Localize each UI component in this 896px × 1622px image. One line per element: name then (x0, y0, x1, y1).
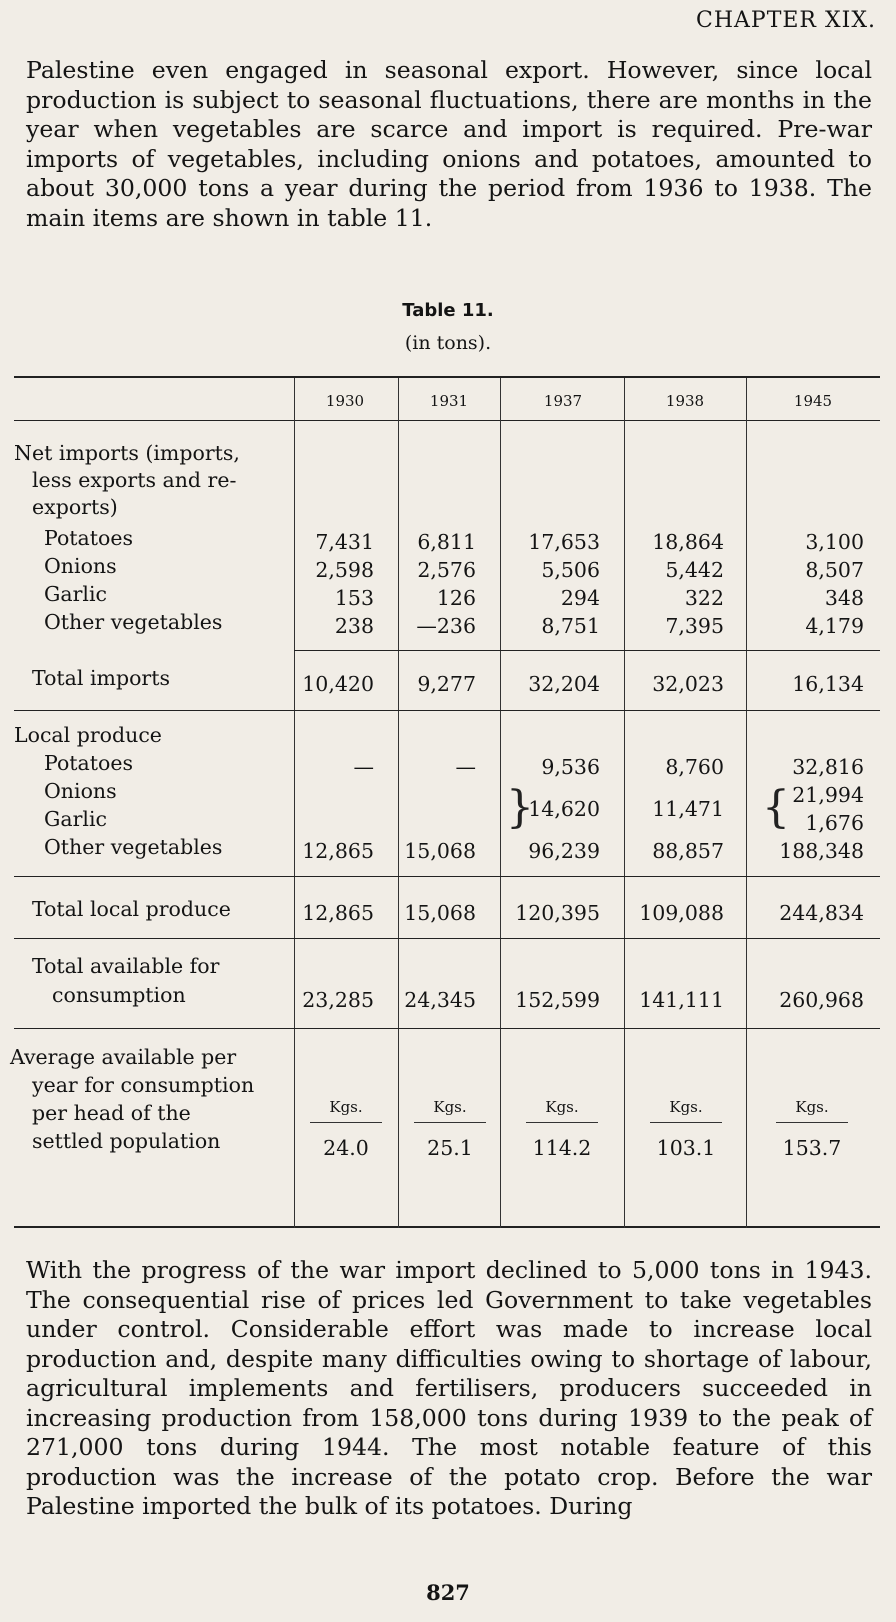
cell: 23,285 (302, 988, 374, 1012)
cell: 18,864 (652, 530, 724, 554)
cell: 32,023 (652, 672, 724, 696)
column-header-1931: 1931 (429, 392, 469, 410)
cell: 11,471 (652, 797, 724, 821)
cell: —236 (416, 614, 476, 638)
cell: 15,068 (404, 901, 476, 925)
column-divider-5 (746, 378, 747, 1228)
table-bottom-rule (14, 1226, 880, 1228)
cell: 15,068 (404, 839, 476, 863)
net-imports-label-2: less exports and re- (32, 468, 237, 492)
cell: 126 (436, 586, 476, 610)
cell: 153.7 (782, 1136, 842, 1160)
unit-label: Kgs. (545, 1098, 579, 1116)
unit-label: Kgs. (329, 1098, 363, 1116)
row-label-local-other: Other vegetables (44, 835, 223, 859)
row-label-local-garlic: Garlic (44, 807, 107, 831)
cell: 114.2 (532, 1136, 592, 1160)
cell: 260,968 (779, 988, 864, 1012)
cell: 2,576 (417, 558, 476, 582)
unit-label: Kgs. (795, 1098, 829, 1116)
cell: 32,204 (528, 672, 600, 696)
cell: 348 (824, 586, 864, 610)
unit-underline (526, 1122, 598, 1123)
cell: 152,599 (515, 988, 600, 1012)
cell: 24,345 (404, 988, 476, 1012)
cell: 8,751 (541, 614, 600, 638)
unit-label: Kgs. (669, 1098, 703, 1116)
subtotal-rule (294, 650, 880, 651)
unit-underline (310, 1122, 382, 1123)
page-number: 827 (426, 1580, 470, 1605)
cell: 8,507 (805, 558, 864, 582)
cell: 244,834 (779, 901, 864, 925)
cell: 7,431 (315, 530, 374, 554)
cell: 141,111 (639, 988, 724, 1012)
row-label-local-potatoes: Potatoes (44, 751, 133, 775)
table-title: Table 11. (402, 300, 494, 321)
cell: 14,620 (528, 797, 600, 821)
cell: 4,179 (805, 614, 864, 638)
row-label-import-potatoes: Potatoes (44, 526, 133, 550)
local-produce-label: Local produce (14, 723, 162, 747)
cell: 5,506 (541, 558, 600, 582)
cell: 24.0 (323, 1136, 369, 1160)
cell: 1,676 (805, 811, 864, 835)
column-header-1930: 1930 (325, 392, 365, 410)
column-divider-4 (624, 378, 625, 1228)
row-label-total-imports: Total imports (32, 666, 170, 690)
cell: 188,348 (779, 839, 864, 863)
brace-left: } (506, 782, 534, 833)
cell: 9,277 (417, 672, 476, 696)
unit-underline (650, 1122, 722, 1123)
cell: 6,811 (417, 530, 476, 554)
row-label-average-1: Average available per (10, 1045, 237, 1069)
cell: 7,395 (665, 614, 724, 638)
cell: 3,100 (805, 530, 864, 554)
total-local-rule (14, 938, 880, 939)
section-rule (14, 710, 880, 711)
cell: 109,088 (639, 901, 724, 925)
cell: 153 (334, 586, 374, 610)
brace-right: { (762, 782, 790, 833)
row-label-import-onions: Onions (44, 554, 117, 578)
cell: 2,598 (315, 558, 374, 582)
cell: 294 (560, 586, 600, 610)
cell: 10,420 (302, 672, 374, 696)
table-header-rule (14, 420, 880, 421)
cell: 16,134 (792, 672, 864, 696)
column-header-1945: 1945 (793, 392, 833, 410)
row-label-local-onions: Onions (44, 779, 117, 803)
cell: 17,653 (528, 530, 600, 554)
cell: 12,865 (302, 839, 374, 863)
row-label-total-available-1: Total available for (32, 954, 220, 978)
net-imports-label-3: exports) (32, 495, 118, 519)
row-label-average-4: settled population (32, 1129, 221, 1153)
column-header-1938: 1938 (665, 392, 705, 410)
chapter-heading: CHAPTER XIX. (695, 8, 876, 33)
column-divider-2 (398, 378, 399, 1228)
cell: 322 (684, 586, 724, 610)
column-divider-3 (500, 378, 501, 1228)
cell: 96,239 (528, 839, 600, 863)
cell: 120,395 (515, 901, 600, 925)
row-label-average-2: year for consumption (32, 1073, 255, 1097)
paragraph-intro: Palestine even engaged in seasonal export. However, since local production is subject to seasonal fluctuations, there are months in the year when vegetables are scarce and import is required. Pre-war imports of vegetables, including onions and potatoes, amounted to about 30,000 tons a year during the period from 1936 to 1938. The main items are shown in table 11. (26, 56, 872, 232)
cell: 103.1 (656, 1136, 716, 1160)
cell: 25.1 (427, 1136, 473, 1160)
row-label-import-other: Other vegetables (44, 610, 223, 634)
unit-underline (414, 1122, 486, 1123)
column-divider-1 (294, 378, 295, 1228)
unit-underline (776, 1122, 848, 1123)
cell: — (353, 755, 374, 779)
cell: 9,536 (541, 755, 600, 779)
available-rule (14, 1028, 880, 1029)
paragraph-war: With the progress of the war import declined to 5,000 tons in 1943. The consequential rise of prices led Government to take vegetables under control. Considerable effort was made to increase local production and, despite many difficulties owing to shortage of labour, agricultural implements and fertilisers, producers succeeded in increasing production from 158,000 tons during 1939 to the peak of 271,000 tons during 1944. The most notable feature of this production was the increase of the potato crop. Before the war Palestine imported the bulk of its potatoes. During (26, 1256, 872, 1520)
cell: 5,442 (665, 558, 724, 582)
cell: 12,865 (302, 901, 374, 925)
net-imports-label-1: Net imports (imports, (14, 441, 240, 465)
cell: 8,760 (665, 755, 724, 779)
row-label-total-local: Total local produce (32, 897, 231, 921)
table-unit: (in tons). (404, 332, 492, 354)
cell: 88,857 (652, 839, 724, 863)
table-top-rule (14, 376, 880, 378)
row-label-import-garlic: Garlic (44, 582, 107, 606)
row-label-total-available-2: consumption (52, 983, 186, 1007)
cell: — (455, 755, 476, 779)
cell: 32,816 (792, 755, 864, 779)
cell: 21,994 (792, 783, 864, 807)
row-label-average-3: per head of the (32, 1101, 191, 1125)
column-header-1937: 1937 (543, 392, 583, 410)
local-rule (14, 876, 880, 877)
unit-label: Kgs. (433, 1098, 467, 1116)
cell: 238 (334, 614, 374, 638)
